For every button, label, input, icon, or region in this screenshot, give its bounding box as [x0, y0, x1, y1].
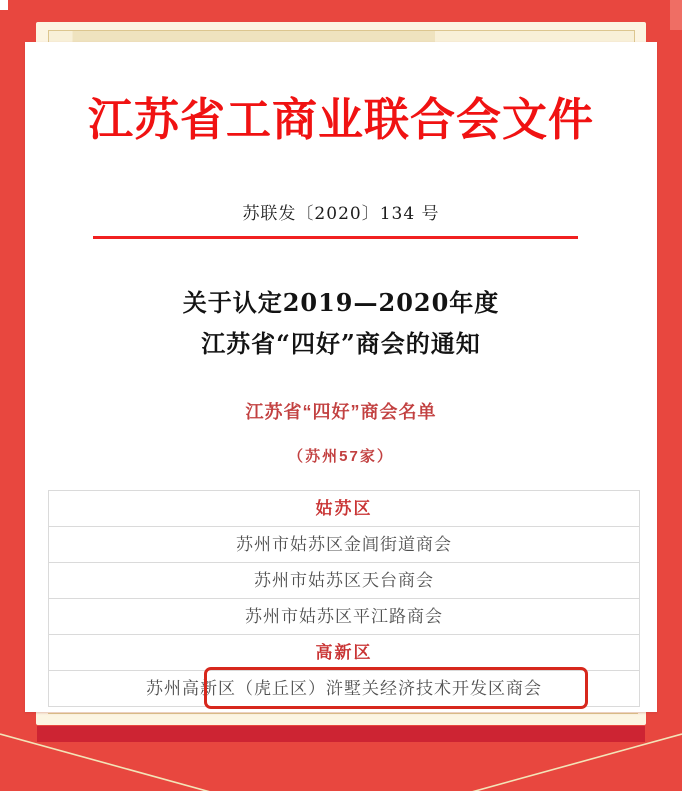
notice-title-line2: 江苏省“四好”商会的通知: [201, 329, 481, 358]
row-label: 苏州高新区（虎丘区）浒墅关经济技术开发区商会: [146, 679, 542, 699]
red-divider-rule: [93, 236, 578, 239]
row-label: 苏州市姑苏区平江路商会: [245, 607, 443, 627]
table-row: [49, 599, 639, 635]
top-right-light-edge: [670, 0, 682, 30]
row-label: 苏州市姑苏区天台商会: [254, 571, 434, 591]
dark-red-band: [37, 726, 645, 742]
gold-trim-line: [48, 713, 638, 714]
table-row: [49, 527, 639, 563]
chamber-table: [48, 490, 640, 707]
row-label: 苏州市姑苏区金阊街道商会: [236, 535, 452, 555]
notice-title-line1: 关于认定2019—2020年度: [182, 288, 500, 317]
list-subheading: （苏州57家）: [288, 448, 394, 465]
row-label: 高新区: [315, 643, 373, 663]
table-row: [49, 563, 639, 599]
notice-title: [25, 282, 657, 364]
table-section-row: [49, 635, 639, 671]
organization-title: 江苏省工商业联合会文件: [87, 93, 594, 146]
table-section-row: [49, 491, 639, 527]
list-heading: 江苏省“四好”商会名单: [245, 402, 437, 422]
row-label: 姑苏区: [315, 499, 373, 519]
top-left-notch: [0, 0, 8, 10]
document-number: 苏联发〔2020〕134 号: [242, 204, 440, 224]
document-sheet: [25, 42, 657, 712]
table-row: [49, 671, 639, 707]
